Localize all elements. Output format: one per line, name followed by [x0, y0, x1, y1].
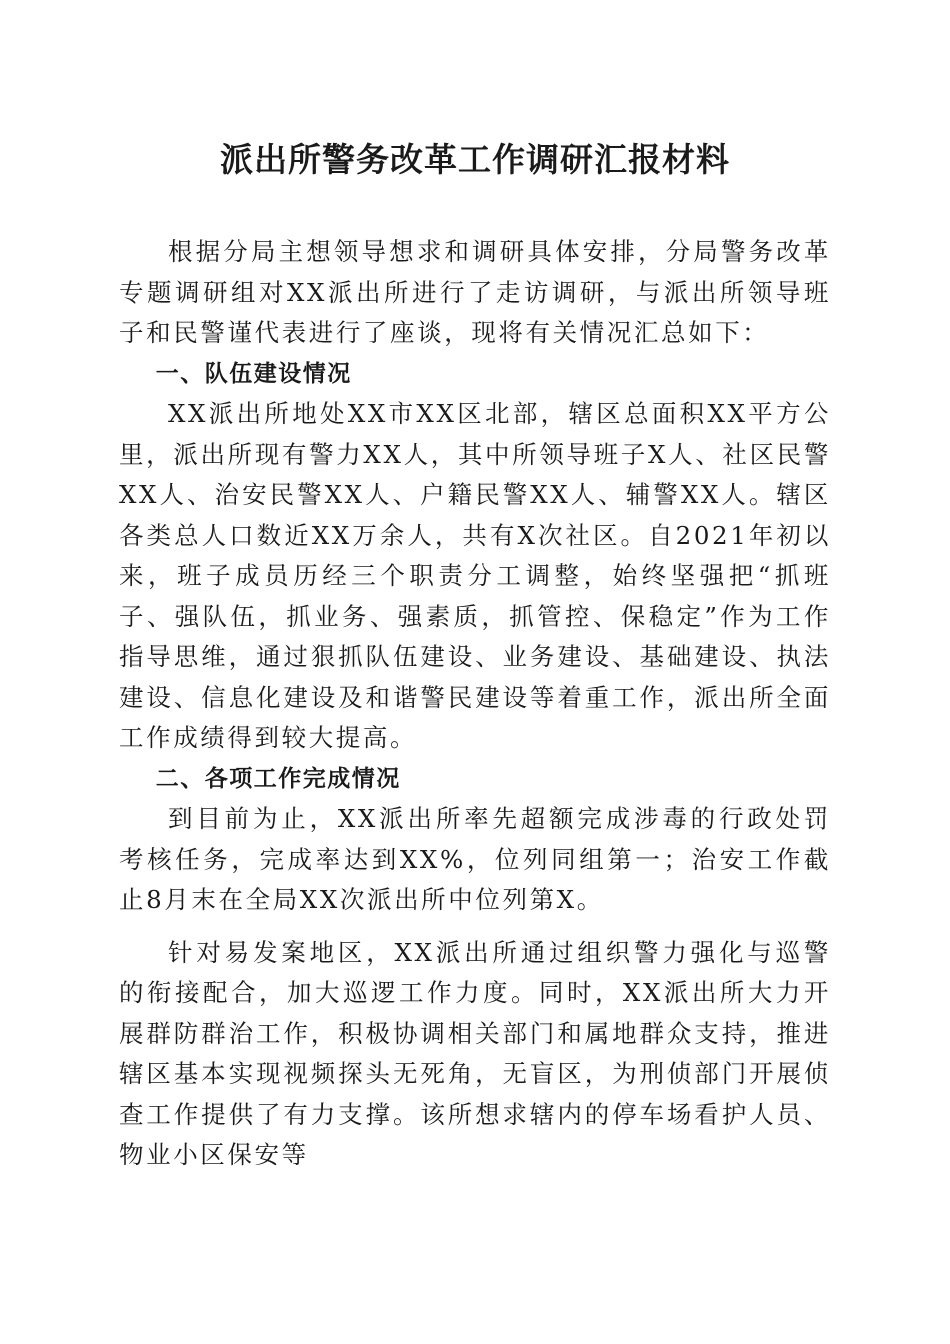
document-title: 派出所警务改革工作调研汇报材料	[220, 140, 730, 179]
section-heading-work-completion: 二、各项工作完成情况	[155, 765, 401, 792]
document-body	[119, 232, 831, 1176]
section-heading-team-building: 一、队伍建设情况	[155, 360, 352, 387]
intro-paragraph: 根据分局主想领导想求和调研具体安排，分局警务改革专题调研组对XX派出所进行了走访调研，与派出所领导班子和民警谨代表进行了座谈，现将有关情况汇总如下：	[119, 237, 831, 347]
section-paragraph: XX派出所地处XX市XX区北部，辖区总面积XX平方公里，派出所现有警力XX人，其中所领导班子X人、社区民警XX人、治安民警XX人、户籍民警XX人、辅警XX人。辖区各类总人口数近XX万余人，共有X次社区。自2021年初以来，班子成员历经三个职责分工调整，始终坚强把“抓班子、强队伍，抓业务、强素质，抓管控、保稳定”作为工作指导思维，通过狠抓队伍建设、业务建设、基础建设、执法建设、信息化建设及和谐警民建设等着重工作，派出所全面工作成绩得到较大提高。	[119, 399, 831, 752]
section-paragraph: 到目前为止，XX派出所率先超额完成涉毒的行政处罚考核任务，完成率达到XX%，位列同组第一；治安工作截止8月末在全局XX次派出所中位列第X。	[119, 804, 831, 914]
section-paragraph: 针对易发案地区，XX派出所通过组织警力强化与巡警的衔接配合，加大巡逻工作力度。同时，XX派出所大力开展群防群治工作，积极协调相关部门和属地群众支持，推进辖区基本实现视频探头无死角，无盲区，为刑侦部门开展侦查工作提供了有力支撑。该所想求辖内的停车场看护人员、物业小区保安等	[119, 937, 831, 1169]
